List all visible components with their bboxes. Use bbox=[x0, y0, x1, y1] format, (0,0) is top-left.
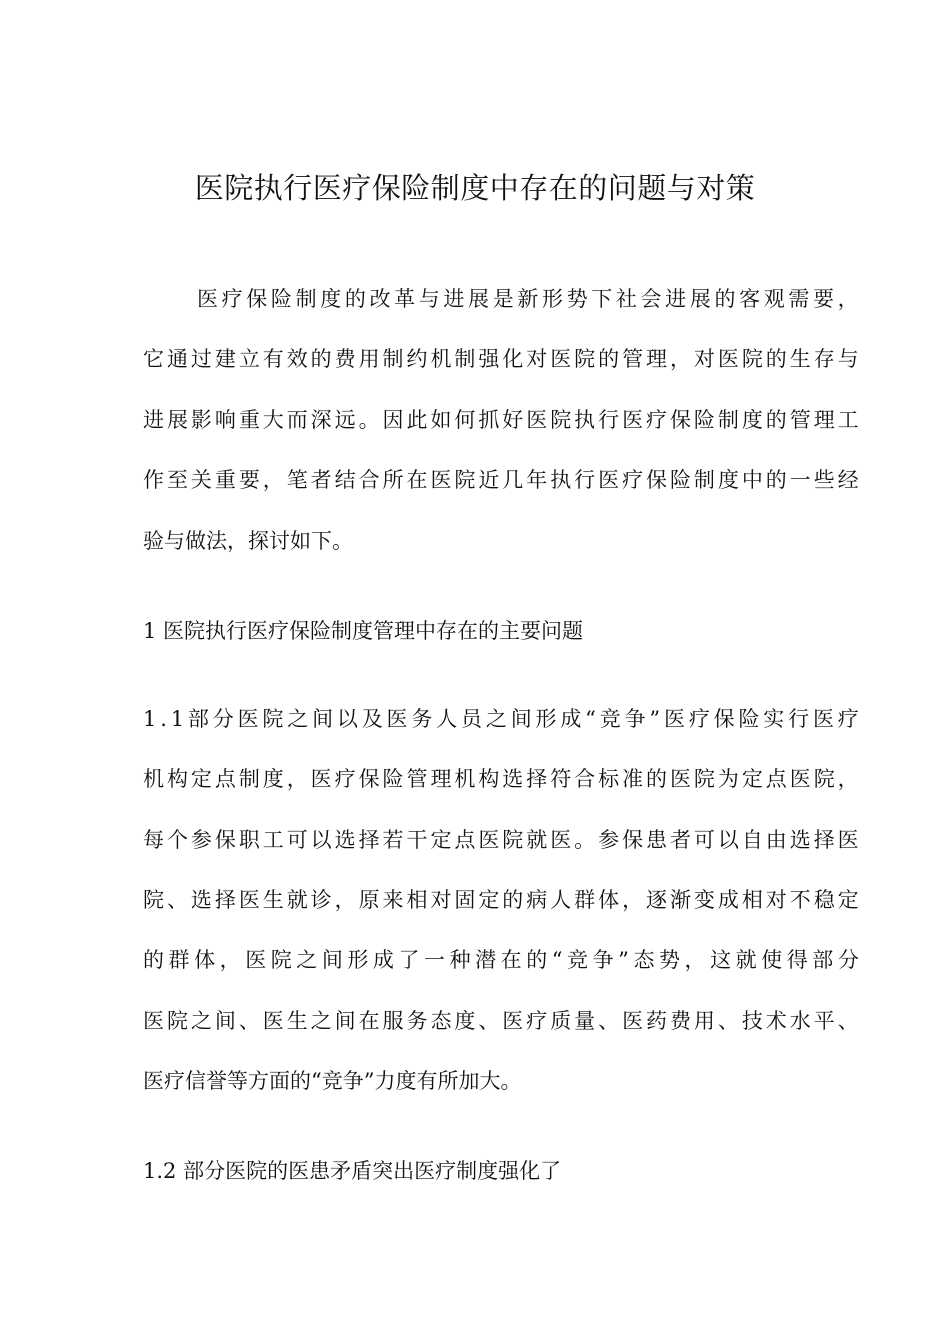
section-1-1-line-7: 医疗信誉等方面的“竞争”力度有所加大。 bbox=[143, 1069, 522, 1093]
document-title: 医院执行医疗保险制度中存在的问题与对策 bbox=[194, 171, 756, 205]
section-1-heading: 1 医院执行医疗保险制度管理中存在的主要问题 bbox=[143, 619, 584, 643]
intro-line-2: 它 通 过 建 立 有 效 的 费 用 制 约 机 制 强 化 对 医 院 的 管 理 ， 对 医 院 的 生 存 与 bbox=[143, 347, 859, 371]
intro-line-4: 作 至 关 重 要 ， 笔 者 结 合 所 在 医 院 近 几 年 执 行 医 疗 保 险 制 度 中 的 一 些 经 bbox=[143, 468, 859, 492]
intro-line-3: 进 展 影 响 重 大 而 深 远 。 因 此 如 何 抓 好 医 院 执 行 医 疗 保 险 制 度 的 管 理 工 bbox=[143, 408, 859, 432]
section-1-1-line-4: 院 、 选 择 医 生 就 诊 ， 原 来 相 对 固 定 的 病 人 群 体 ， 逐 渐 变 成 相 对 不 稳 定 bbox=[143, 888, 859, 912]
section-1-2-heading: 1.2 部分医院的医患矛盾突出医疗制度强化了 bbox=[143, 1159, 562, 1183]
section-1-1-line-2: 机 构 定 点 制 度 ， 医 疗 保 险 管 理 机 构 选 择 符 合 标 准 的 医 院 为 定 点 医 院 ， bbox=[143, 767, 859, 791]
section-1-1-line-6: 医 院 之 间 、 医 生 之 间 在 服 务 态 度 、 医 疗 质 量 、 医 药 费 用 、 技 术 水 平 、 bbox=[143, 1009, 859, 1033]
section-1-1-line-5: 的 群 体 ， 医 院 之 间 形 成 了 一 种 潜 在 的 “ 竞 争 ” 态 势 ， 这 就 使 得 部 分 bbox=[143, 948, 859, 972]
intro-line-5: 验与做法，探讨如下。 bbox=[143, 529, 353, 553]
section-1-1-line-1: 1 . 1 部 分 医 院 之 间 以 及 医 务 人 员 之 间 形 成 “ 竞 争 ” 医 疗 保 险 实 行 医 疗 bbox=[143, 707, 859, 731]
section-1-1-line-3: 每 个 参 保 职 工 可 以 选 择 若 干 定 点 医 院 就 医 。 参 保 患 者 可 以 自 由 选 择 医 bbox=[143, 828, 859, 852]
intro-line-1: 医 疗 保 险 制 度 的 改 革 与 进 展 是 新 形 势 下 社 会 进 展 的 客 观 需 要 ， bbox=[197, 287, 859, 311]
